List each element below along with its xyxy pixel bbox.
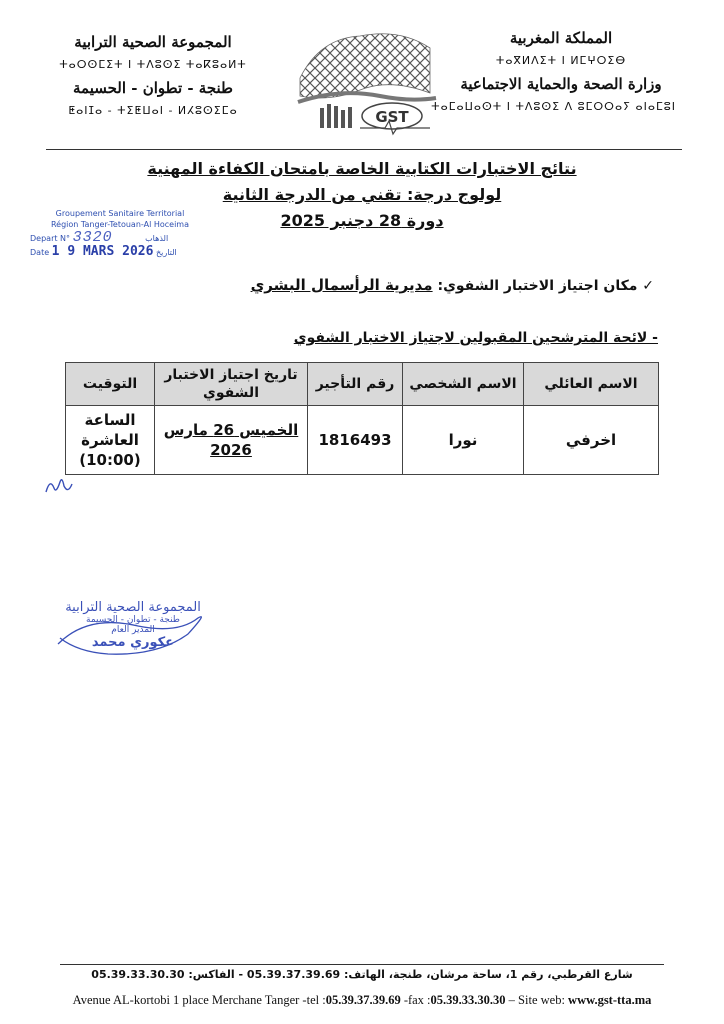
region-tifinagh: ⵟⴰⵏⵊⴰ - ⵜⵉⵟⵡⴰⵏ - ⵍⵃⵓⵙⵉⵎⴰ: [68, 104, 238, 117]
footer-french: [10, 993, 714, 1008]
stamp-org-line2: Région Tanger-Tetouan-Al Hoceima: [50, 220, 189, 229]
oral-place-value: مديرية الرأسمال البشري: [250, 276, 433, 294]
ministry-tifinagh: ⵜⴰⵎⴰⵡⴰⵙⵜ ⵏ ⵜⴷⵓⵙⵉ ⴷ ⵓⵎⵔⵔⴰⵢ ⴰⵏⴰⵎⵓⵏ: [431, 100, 676, 113]
handwritten-signature: [48, 604, 218, 664]
depart-stamp: [30, 208, 210, 258]
footer-tel: 05.39.37.39.69: [325, 993, 401, 1007]
oral-place-label: مكان اجتياز الاختبار الشفوي:: [437, 278, 638, 294]
col-payroll: رقم التأجير: [308, 363, 403, 406]
cell-time: الساعة العاشرة (10:00): [66, 406, 155, 475]
header-ministry: [431, 26, 676, 118]
header-rule: [46, 149, 682, 150]
footer-rule: [60, 964, 664, 965]
footer-fax-label: -fax :: [400, 993, 431, 1007]
cell-first-name: نورا: [403, 406, 524, 475]
logo-text: GST: [375, 108, 409, 126]
cell-oral-date: الخميس 26 مارس 2026: [155, 406, 308, 475]
header-gst: [48, 30, 258, 122]
gst-tifinagh: ⵜⴰⵔⵙⵎⵉⵜ ⵏ ⵜⴷⵓⵙⵉ ⵜⴰⴽⵓⴰⵍⵜ: [59, 58, 247, 71]
cell-payroll: 1816493: [308, 406, 403, 475]
results-table: [65, 362, 659, 475]
col-family-name: الاسم العائلي: [524, 363, 659, 406]
footer-site-link[interactable]: www.gst-tta.ma: [568, 993, 652, 1007]
stamp-date-row: [30, 246, 210, 258]
table-row: [66, 406, 659, 475]
stamp-date-label: Date: [30, 248, 50, 257]
initials-mark: [44, 474, 74, 500]
sig-title: المدير العام: [111, 625, 155, 635]
stamp-depart-ar: الذهاب: [145, 234, 169, 243]
stamp-date-ar: التاريخ: [155, 248, 177, 257]
stamp-depart-number: 3320: [72, 229, 113, 246]
table-header-row: [66, 363, 659, 406]
sig-org: المجموعة الصحية الترابية: [65, 600, 201, 615]
col-time: التوقيت: [66, 363, 155, 406]
sig-region: طنجة - تطوان - الحسيمة: [86, 615, 180, 625]
footer-site-label: – Site web:: [505, 993, 569, 1007]
doc-title-line3: دورة 28 دجنبر 2025: [280, 211, 444, 230]
kingdom-tifinagh: ⵜⴰⴳⵍⴷⵉⵜ ⵏ ⵍⵎⵖⵔⵉⴱ: [495, 54, 627, 67]
col-oral-date: تاريخ اجتياز الاختبار الشفوي: [155, 363, 308, 406]
footer-address: Avenue AL-kortobi 1 place Merchane Tanger -tel :: [72, 993, 326, 1007]
signature-stamp: [48, 600, 218, 650]
region-label: طنجة - تطوان - الحسيمة: [73, 79, 233, 97]
stamp-depart-row: [30, 229, 210, 246]
doc-title-line1: نتائج الاختبارات الكتابية الخاصة بامتحان الكفاءة المهنية: [147, 159, 577, 178]
stamp-org-line1: Groupement Sanitaire Territorial: [55, 209, 185, 218]
check-icon: ✓: [642, 278, 654, 294]
oral-place: [251, 276, 654, 294]
col-first-name: الاسم الشخصي: [403, 363, 524, 406]
ministry-label: وزارة الصحة والحماية الاجتماعية: [460, 75, 662, 93]
footer-arabic: شارع القرطبي، رقم 1، ساحة مرشان، طنجة، الهاتف: 05.39.37.39.69 - الفاكس: 05.39.33.30.30: [91, 968, 633, 981]
stamp-date-value: 1 9 MARS 2026: [51, 244, 154, 259]
footer-fax: 05.39.33.30.30: [430, 993, 506, 1007]
doc-title-line2: لولوج درجة: تقني من الدرجة الثانية: [222, 185, 502, 204]
gst-label: المجموعة الصحية الترابية: [74, 33, 232, 51]
cell-family-name: اخرفي: [524, 406, 659, 475]
gst-logo: [290, 18, 440, 136]
stamp-depart-label: Depart N°: [30, 234, 71, 243]
sig-name: عكوري محمد: [91, 635, 175, 650]
kingdom-label: المملكة المغربية: [509, 29, 613, 47]
list-title: - لائحة المترشحين المقبولين لاجتياز الاختبار الشفوي: [293, 330, 658, 346]
